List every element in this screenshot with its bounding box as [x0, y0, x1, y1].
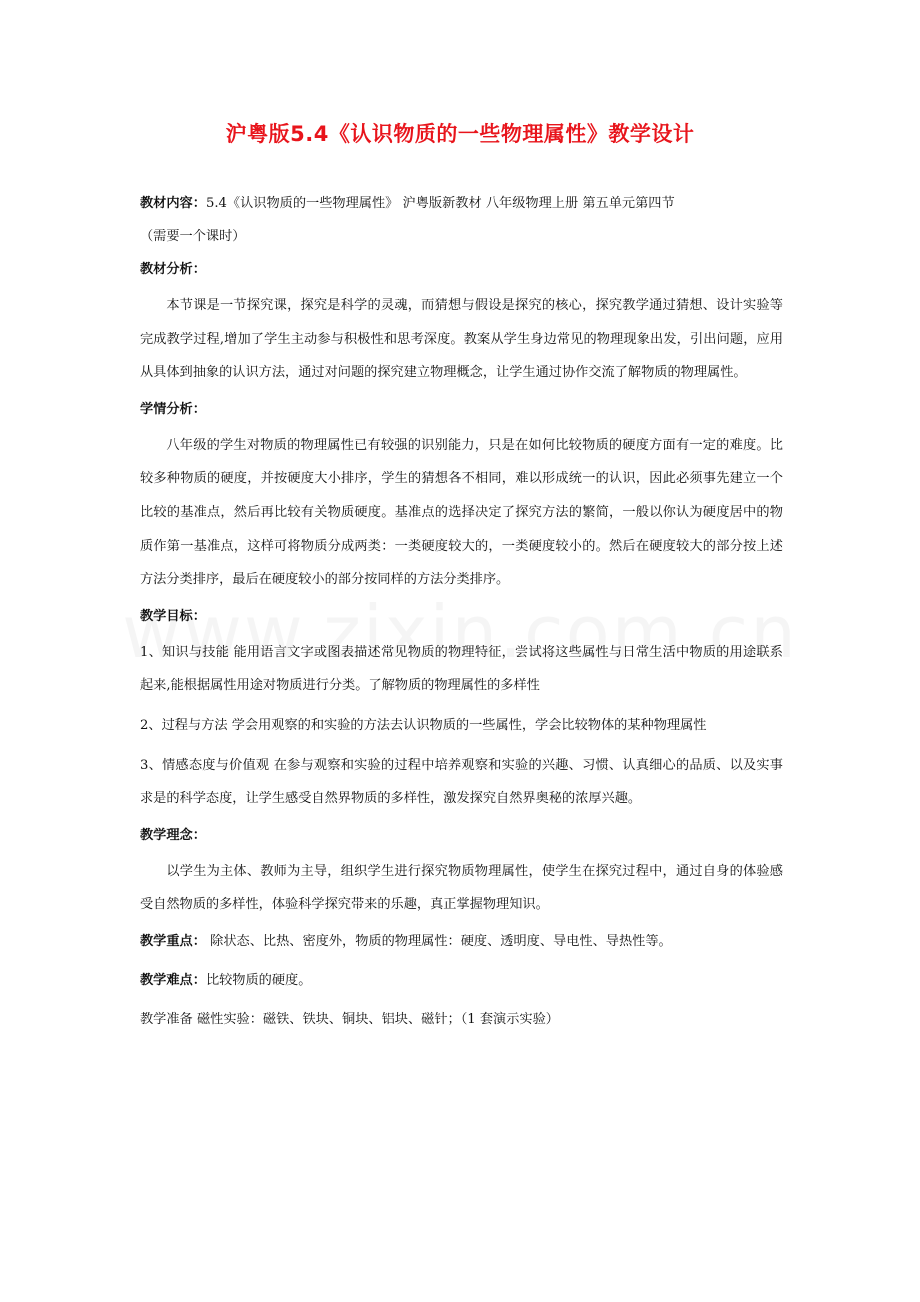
key-points-text: 除状态、比热、密度外，物质的物理属性：硬度、透明度、导电性、导热性等。 — [205, 933, 672, 949]
document-title: 沪粤版5.4《认识物质的一些物理属性》教学设计 — [225, 122, 695, 146]
difficulty-label: 教学难点： — [140, 972, 206, 988]
philosophy-paragraph: 以学生为主体、教师为主导，组织学生进行探究物质物理属性，使学生在探究过程中，通过自身的体验感受自然物质的多样性，体验科学探究带来的乐趣，真正掌握物理知识。 — [140, 863, 783, 913]
students-heading: 学情分析： — [140, 401, 206, 417]
analysis-heading: 教材分析： — [140, 262, 206, 277]
content-text: 5.4《认识物质的一些物理属性》 沪粤版新教材 八年级物理上册 第五单元第四节 — [205, 196, 675, 211]
goal-item-3: 3、情感态度与价值观 在参与观察和实验的过程中培养观察和实验的兴趣、习惯、认真细心的品质、以及实事求是的科学态度，让学生感受自然界物质的多样性，激发探究自然界奥秘的浓厚兴趣。 — [140, 757, 783, 807]
goal-item-2: 2、过程与方法 学会用观察的和实验的方法去认识物质的一些属性，学会比较物体的某种物理属性 — [140, 717, 707, 733]
goals-heading: 教学目标： — [140, 608, 206, 624]
philosophy-heading: 教学理念： — [140, 827, 206, 843]
key-points-line — [140, 928, 783, 955]
students-paragraph: 八年级的学生对物质的物理属性已有较强的识别能力，只是在如何比较物质的硬度方面有一定的难度。比较多种物质的硬度，并按硬度大小排序，学生的猜想各不相同，难以形成统一的认识，因此必须事先建立一个比较的基准点，然后再比较有关物质硬度。基准点的选择决定了探究方法的繁简，一般以你认为硬度居中的物质作第一基准点，这样可将物质分成两类：一类硬度较大的，一类硬度较小的。然后在硬度较大的部分按上述方法分类排序，最后在硬度较小的部分按同样的方法分类排序。 — [140, 437, 783, 588]
content-line — [140, 190, 783, 217]
difficulty-line — [140, 967, 783, 994]
goal-item-1: 1、知识与技能 能用语言文字或图表描述常见物质的物理特征，尝试将这些属性与日常生活中物质的用途联系起来,能根据属性用途对物质进行分类。了解物质的物理属性的多样性 — [140, 644, 783, 694]
key-points-label: 教学重点： — [140, 933, 206, 949]
preparation-line: 教学准备 磁性实验：磁铁、铁块、铜块、铝块、磁针；（1 套演示实验） — [140, 1011, 559, 1027]
content-label: 教材内容： — [140, 196, 206, 211]
analysis-paragraph: 本节课是一节探究课，探究是科学的灵魂，而猜想与假设是探究的核心，探究教学通过猜想、设计实验等完成教学过程,增加了学生主动参与积极性和思考深度。教案从学生身边常见的物理现象出发，引出问题，应用从具体到抽象的认识方法，通过对问题的探究建立物理概念，让学生通过协作交流了解物质的物理属性。 — [140, 298, 783, 381]
difficulty-text: 比较物质的硬度。 — [205, 972, 312, 988]
class-hours: （需要一个课时） — [140, 229, 246, 244]
document-body — [140, 190, 783, 1033]
